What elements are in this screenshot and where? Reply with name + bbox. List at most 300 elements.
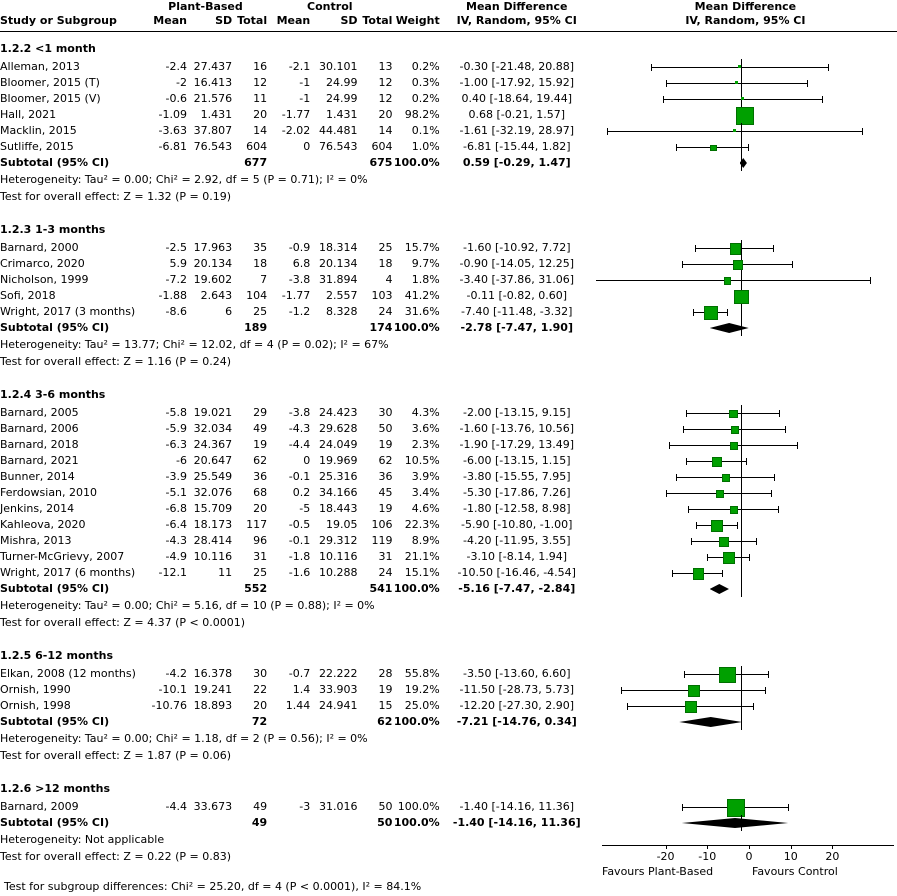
subtotal-blank4: [310, 320, 357, 336]
study-sd-control: 24.99: [326, 76, 358, 89]
subtotal-blank4: [310, 815, 357, 831]
study-plot: [594, 698, 897, 714]
axis-tick-label: 10: [783, 850, 798, 863]
ci-cap-left: [676, 474, 677, 481]
study-weight: 100.0%: [397, 800, 440, 813]
heterogeneity-row: [0, 336, 897, 353]
study-plot: [594, 139, 897, 155]
study-plot: [594, 501, 897, 517]
study-plot-cell: [594, 469, 889, 485]
study-total-plant: 117: [246, 518, 268, 531]
table-row: [0, 698, 897, 714]
axis-tick-label: -20: [656, 850, 675, 863]
study-total-plant: 96: [253, 534, 268, 547]
axis-tick: [791, 845, 792, 849]
table-row: [0, 469, 897, 485]
study-sd-control: 8.328: [326, 305, 358, 318]
study-mean-plant: -4.4: [165, 800, 187, 813]
study-mean-plant: 5.9: [169, 257, 187, 270]
study-sd-plant: 25.549: [193, 470, 233, 483]
study-plot-cell: [594, 517, 889, 533]
study-total-plant: 49: [253, 422, 268, 435]
study-mean-control: -2.1: [288, 60, 311, 73]
subtotal-blank1: [144, 714, 187, 730]
header-sd1: SD: [215, 14, 233, 27]
study-label: Ornish, 1998: [0, 699, 71, 712]
study-mean-plant: -8.6: [165, 305, 187, 318]
table-row: [0, 533, 897, 549]
subtotal-blank2: [187, 320, 232, 336]
study-plot: [594, 405, 897, 421]
study-total-plant: 35: [253, 241, 268, 254]
table-row: [0, 485, 897, 501]
subtotal-total-plant: 189: [244, 321, 268, 334]
study-plot-cell: [594, 59, 889, 75]
study-mean-control: -1.6: [288, 566, 311, 579]
study-total-plant: 36: [253, 470, 268, 483]
study-mean-control: -0.1: [288, 470, 311, 483]
study-mean-difference: -1.00 [-17.92, 15.92]: [459, 76, 574, 89]
subtotal-plot: [594, 320, 897, 336]
row-spacer: [0, 370, 897, 378]
study-sd-control: 10.116: [319, 550, 358, 563]
study-mean-difference: -7.40 [-11.48, -3.32]: [461, 305, 573, 318]
study-mean-control: -4.4: [288, 438, 311, 451]
study-mean-difference: -2.00 [-13.15, 9.15]: [463, 406, 571, 419]
ci-cap-right: [828, 64, 829, 71]
heterogeneity-row: [0, 171, 897, 188]
effect-marker: [711, 520, 723, 532]
effect-marker: [712, 457, 722, 467]
study-weight: 2.3%: [411, 438, 440, 451]
study-plot: [594, 565, 897, 581]
subtotal-total-plant: 677: [244, 156, 268, 169]
subtotal-row: [0, 815, 897, 831]
study-plot-cell: [594, 123, 889, 139]
study-sd-plant: 32.034: [193, 422, 233, 435]
ci-cap-right: [756, 538, 757, 545]
subtotal-weight: 100.0%: [393, 156, 440, 169]
study-mean-control: -3.8: [288, 406, 311, 419]
study-mean-control: -1.77: [281, 289, 311, 302]
study-mean-plant: -0.6: [165, 92, 187, 105]
study-sd-control: 10.288: [319, 566, 358, 579]
study-mean-plant: -2: [176, 76, 187, 89]
study-mean-difference: -1.60 [-13.76, 10.56]: [459, 422, 574, 435]
subtotal-total-control: 50: [377, 816, 393, 829]
study-plot-cell: [594, 75, 889, 91]
ci-cap-left: [651, 64, 652, 71]
table-row: [0, 107, 897, 123]
study-mean-control: -3: [299, 800, 311, 813]
study-plot-cell: [594, 421, 889, 437]
subtotal-row: [0, 155, 897, 171]
subgroup-heading: 1.2.5 6-12 months: [0, 649, 113, 662]
axis-tick-label: 0: [745, 850, 753, 863]
study-mean-plant: -6.8: [165, 502, 187, 515]
study-plot-cell: [594, 453, 889, 469]
study-plot-cell: [594, 698, 889, 714]
heterogeneity-text: Heterogeneity: Tau² = 0.00; Chi² = 2.92, df = 5 (P = 0.71); I² = 0%: [0, 173, 368, 186]
study-weight: 22.3%: [404, 518, 440, 531]
study-label: Mishra, 2013: [0, 534, 72, 547]
header-total2: Total: [362, 14, 393, 27]
row-spacer: [0, 764, 897, 772]
ci-cap-left: [691, 538, 692, 545]
study-total-control: 30: [378, 406, 393, 419]
study-mean-difference: 0.68 [-0.21, 1.57]: [468, 108, 566, 121]
ci-cap-left: [621, 687, 622, 694]
study-total-plant: 25: [253, 566, 268, 579]
study-mean-plant: -10.76: [151, 699, 187, 712]
study-plot-cell: [594, 272, 889, 288]
ci-cap-right: [870, 277, 871, 284]
study-mean-difference: -10.50 [-16.46, -4.54]: [457, 566, 576, 579]
study-mean-difference: -6.81 [-15.44, 1.82]: [463, 140, 571, 153]
subtotal-blank2: [187, 581, 232, 597]
zero-line: [741, 304, 742, 320]
subtotal-mean-difference: -1.40 [-14.16, 11.36]: [452, 816, 581, 829]
subtotal-weight: 100.0%: [393, 582, 440, 595]
study-total-plant: 11: [253, 92, 268, 105]
study-plot-cell: [594, 405, 889, 421]
ci-cap-left: [682, 804, 683, 811]
study-label: Barnard, 2018: [0, 438, 79, 451]
effect-marker: [704, 306, 718, 320]
effect-marker: [730, 243, 741, 254]
study-sd-plant: 19.602: [193, 273, 233, 286]
study-label: Elkan, 2008 (12 months): [0, 667, 136, 680]
study-mean-plant: -12.1: [158, 566, 187, 579]
study-total-control: 20: [378, 108, 393, 121]
study-mean-control: 1.44: [285, 699, 311, 712]
study-plot-cell: [594, 682, 889, 698]
ci-cap-left: [676, 144, 677, 151]
study-sd-control: 19.969: [319, 454, 358, 467]
study-mean-control: 0.2: [292, 486, 311, 499]
subtotal-total-control: 675: [369, 156, 393, 169]
heterogeneity-row: [0, 597, 897, 614]
ci-cap-right: [722, 570, 723, 577]
study-weight: 0.1%: [411, 124, 440, 137]
ci-cap-right: [862, 128, 863, 135]
study-weight: 1.8%: [411, 273, 440, 286]
study-plot-cell: [594, 107, 889, 123]
study-total-plant: 18: [253, 257, 268, 270]
table-row: [0, 517, 897, 533]
ci-cap-right: [768, 671, 769, 678]
ci-cap-right: [822, 96, 823, 103]
confidence-interval-line: [596, 280, 871, 281]
spacer-row: [0, 205, 897, 213]
ci-cap-right: [792, 261, 793, 268]
study-sd-plant: 6: [225, 305, 233, 318]
study-sd-control: 20.134: [319, 257, 358, 270]
study-mean-plant: -1.88: [158, 289, 187, 302]
study-total-control: 15: [378, 699, 393, 712]
study-sd-plant: 1.431: [200, 108, 233, 121]
subtotal-total-control: 174: [369, 321, 393, 334]
study-total-plant: 62: [253, 454, 268, 467]
study-total-control: 50: [378, 800, 393, 813]
table-row: [0, 59, 897, 75]
heterogeneity-text: Heterogeneity: Tau² = 13.77; Chi² = 12.02, df = 4 (P = 0.02); I² = 67%: [0, 338, 389, 351]
study-sd-plant: 19.241: [193, 683, 233, 696]
summary-diamond: [710, 584, 729, 594]
overall-effect-text: Test for overall effect: Z = 0.22 (P = 0.83): [0, 850, 231, 863]
study-mean-difference: -5.30 [-17.86, 7.26]: [463, 486, 571, 499]
study-plot: [594, 666, 897, 682]
subtotal-row: [0, 714, 897, 730]
study-weight: 4.6%: [411, 502, 440, 515]
table-row: [0, 421, 897, 437]
study-plot: [594, 256, 897, 272]
overall-effect-row: [0, 747, 897, 764]
study-total-control: 12: [378, 76, 393, 89]
study-mean-control: -1: [299, 76, 311, 89]
table-row: [0, 799, 897, 815]
study-mean-control: -0.9: [288, 241, 311, 254]
study-total-control: 28: [378, 667, 393, 680]
subgroup-heading-row: [0, 639, 897, 666]
ci-cap-left: [684, 671, 685, 678]
study-plot: [594, 469, 897, 485]
study-weight: 9.7%: [411, 257, 440, 270]
study-mean-difference: -0.90 [-14.05, 12.25]: [459, 257, 574, 270]
study-mean-plant: -5.9: [165, 422, 187, 435]
study-weight: 19.2%: [404, 683, 440, 696]
study-sd-plant: 21.576: [193, 92, 233, 105]
summary-plot-cell: [594, 815, 889, 831]
study-total-control: 62: [378, 454, 393, 467]
study-sd-control: 31.894: [319, 273, 358, 286]
effect-marker: [733, 260, 743, 270]
study-plot: [594, 437, 897, 453]
study-mean-control: -5: [299, 502, 311, 515]
summary-plot-cell: [594, 155, 889, 171]
study-label: Bunner, 2014: [0, 470, 75, 483]
axis-tick: [707, 845, 708, 849]
effect-marker: [730, 442, 737, 449]
study-plot: [594, 288, 897, 304]
subtotal-mean-difference: -5.16 [-7.47, -2.84]: [458, 582, 576, 595]
table-row: [0, 139, 897, 155]
study-label: Barnard, 2006: [0, 422, 79, 435]
study-weight: 15.7%: [404, 241, 440, 254]
overall-effect-text: Test for overall effect: Z = 1.32 (P = 0.19): [0, 190, 231, 203]
study-mean-plant: -3.9: [165, 470, 187, 483]
study-mean-difference: 0.40 [-18.64, 19.44]: [461, 92, 573, 105]
axis-tick: [749, 845, 750, 849]
subtotal-plot: [594, 155, 897, 171]
subtotal-label: Subtotal (95% CI): [0, 321, 110, 334]
header-total1: Total: [237, 14, 268, 27]
study-sd-plant: 16.413: [193, 76, 233, 89]
subgroup-differences-test: Test for subgroup differences: Chi² = 25.20, df = 4 (P < 0.0001), I² = 84.1%: [4, 880, 422, 893]
ci-cap-right: [753, 703, 754, 710]
study-total-control: 18: [378, 257, 393, 270]
subgroup-heading: 1.2.2 <1 month: [0, 42, 96, 55]
study-total-control: 13: [378, 60, 393, 73]
study-total-plant: 68: [253, 486, 268, 499]
subtotal-total-plant: 49: [251, 816, 268, 829]
axis-tick-label: 20: [825, 850, 840, 863]
table-row: [0, 682, 897, 698]
study-plot: [594, 421, 897, 437]
header-sd2: SD: [340, 14, 358, 27]
study-plot: [594, 799, 897, 815]
subtotal-blank2: [187, 815, 232, 831]
study-weight: 8.9%: [411, 534, 440, 547]
study-total-control: 45: [378, 486, 393, 499]
study-sd-control: 76.543: [319, 140, 358, 153]
ci-cap-left: [693, 309, 694, 316]
study-label: Bloomer, 2015 (V): [0, 92, 101, 105]
ci-cap-right: [737, 522, 738, 529]
study-mean-plant: -4.9: [165, 550, 187, 563]
study-mean-plant: -5.8: [165, 406, 187, 419]
subtotal-label: Subtotal (95% CI): [0, 156, 110, 169]
subtotal-mean-difference: -2.78 [-7.47, 1.90]: [460, 321, 573, 334]
subtotal-blank1: [144, 815, 187, 831]
study-sd-plant: 20.647: [193, 454, 233, 467]
study-label: Sutliffe, 2015: [0, 140, 74, 153]
study-sd-control: 34.166: [319, 486, 358, 499]
study-sd-plant: 17.963: [193, 241, 233, 254]
study-mean-difference: -11.50 [-28.73, 5.73]: [459, 683, 574, 696]
table-row: [0, 437, 897, 453]
study-total-control: 19: [378, 683, 393, 696]
effect-marker: [731, 426, 739, 434]
study-plot-cell: [594, 533, 889, 549]
study-sd-plant: 11: [218, 566, 233, 579]
table-row: [0, 288, 897, 304]
study-mean-difference: -3.50 [-13.60, 6.60]: [463, 667, 571, 680]
study-mean-plant: -6.81: [158, 140, 187, 153]
effect-marker: [693, 568, 704, 579]
study-mean-plant: -6.4: [165, 518, 187, 531]
header-column-row: [0, 14, 897, 29]
study-sd-control: 24.941: [319, 699, 358, 712]
ci-cap-left: [682, 261, 683, 268]
ci-cap-right: [785, 426, 786, 433]
study-weight: 0.2%: [411, 92, 440, 105]
study-sd-control: 22.222: [319, 667, 358, 680]
subtotal-plot: [594, 714, 897, 730]
table-row: [0, 453, 897, 469]
study-weight: 25.0%: [404, 699, 440, 712]
study-weight: 0.2%: [411, 60, 440, 73]
study-total-control: 50: [378, 422, 393, 435]
row-spacer: [0, 631, 897, 639]
effect-marker: [733, 129, 736, 132]
study-label: Alleman, 2013: [0, 60, 80, 73]
zero-line: [741, 581, 742, 597]
favours-right-label: Favours Control: [752, 865, 838, 878]
subtotal-total-control: 62: [377, 715, 393, 728]
study-sd-plant: 24.367: [193, 438, 233, 451]
ci-cap-left: [607, 128, 608, 135]
subgroup-heading: 1.2.6 >12 months: [0, 782, 110, 795]
study-plot-cell: [594, 666, 889, 682]
ci-cap-left: [696, 522, 697, 529]
table-row: [0, 501, 897, 517]
study-total-plant: 29: [253, 406, 268, 419]
overall-effect-row: [0, 614, 897, 631]
header-md-sub2: IV, Random, 95% CI: [685, 14, 806, 27]
heterogeneity-row: [0, 730, 897, 747]
effect-marker: [688, 685, 700, 697]
table-row: [0, 75, 897, 91]
ci-cap-right: [778, 506, 779, 513]
study-weight: 3.4%: [411, 486, 440, 499]
study-sd-control: 19.05: [326, 518, 358, 531]
subtotal-weight: 100.0%: [393, 816, 440, 829]
summary-plot-cell: [594, 320, 889, 336]
study-mean-control: -1.2: [288, 305, 311, 318]
row-spacer: [0, 205, 897, 213]
study-mean-control: 0: [303, 140, 311, 153]
table-row: [0, 565, 897, 581]
study-sd-control: 18.443: [319, 502, 358, 515]
effect-marker: [722, 474, 730, 482]
subgroup-heading-row: [0, 213, 897, 240]
study-mean-difference: -5.90 [-10.80, -1.00]: [461, 518, 573, 531]
study-label: Crimarco, 2020: [0, 257, 85, 270]
summary-diamond: [710, 323, 749, 333]
ci-cap-right: [773, 245, 774, 252]
table-row: [0, 666, 897, 682]
effect-marker: [719, 537, 729, 547]
effect-marker: [724, 277, 731, 284]
study-total-plant: 104: [246, 289, 268, 302]
ci-cap-right: [765, 687, 766, 694]
study-total-control: 119: [371, 534, 393, 547]
study-total-control: 103: [371, 289, 393, 302]
effect-marker: [723, 552, 735, 564]
table-row: [0, 272, 897, 288]
subgroup-heading-row: [0, 772, 897, 799]
axis-tick: [832, 845, 833, 849]
header-weight: Weight: [395, 14, 440, 27]
subgroup-heading: 1.2.4 3-6 months: [0, 388, 106, 401]
study-total-plant: 7: [260, 273, 268, 286]
study-weight: 15.1%: [404, 566, 440, 579]
subtotal-blank1: [144, 155, 187, 171]
study-weight: 10.5%: [404, 454, 440, 467]
study-mean-control: -1.8: [288, 550, 311, 563]
subtotal-blank2: [187, 714, 232, 730]
study-plot: [594, 485, 897, 501]
study-mean-plant: -3.63: [158, 124, 187, 137]
summary-diamond: [682, 818, 788, 828]
study-plot-cell: [594, 288, 889, 304]
ci-cap-right: [774, 474, 775, 481]
x-axis: [602, 845, 897, 891]
study-total-plant: 20: [253, 108, 268, 121]
header-md-title: Mean Difference: [466, 0, 568, 13]
study-mean-plant: -10.1: [158, 683, 187, 696]
study-plot-cell: [594, 91, 889, 107]
ci-cap-left: [666, 490, 667, 497]
table-row: [0, 240, 897, 256]
study-weight: 98.2%: [404, 108, 440, 121]
subtotal-blank3: [267, 714, 310, 730]
study-mean-difference: -1.40 [-14.16, 11.36]: [459, 800, 574, 813]
study-weight: 0.3%: [411, 76, 440, 89]
study-total-control: 14: [378, 124, 393, 137]
study-mean-difference: -3.40 [-37.86, 31.06]: [459, 273, 574, 286]
